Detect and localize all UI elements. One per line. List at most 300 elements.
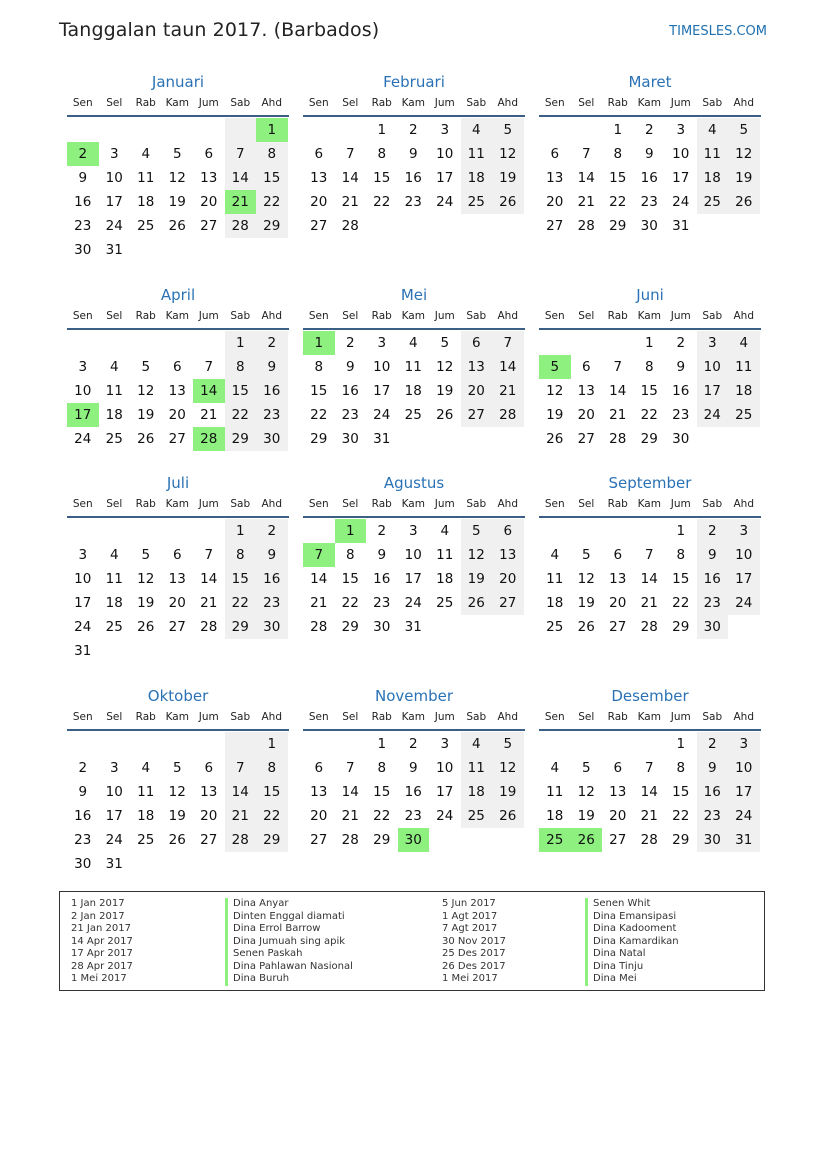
day-cell: 13 <box>168 383 186 399</box>
day-cell: 10 <box>728 543 760 567</box>
day-cell: 9 <box>408 146 418 162</box>
day-cell: 11 <box>105 383 123 399</box>
day-cell: 14 <box>341 170 359 186</box>
day-cell: 6 <box>581 359 591 375</box>
brand-link[interactable]: TIMESLES.COM <box>669 24 767 39</box>
day-cell: 18 <box>404 383 422 399</box>
empty-day-cell <box>303 118 335 142</box>
day-cell: 3 <box>728 519 760 543</box>
day-cell: 18 <box>137 194 155 210</box>
day-cell: 17 <box>74 595 92 611</box>
day-cell: 4 <box>440 523 450 539</box>
day-cell: 28 <box>640 619 658 635</box>
month-title: Agustus <box>383 474 445 492</box>
month-juli <box>67 474 289 663</box>
day-cell: 22 <box>373 194 391 210</box>
day-cell: 17 <box>404 571 422 587</box>
day-cell: 28 <box>310 619 328 635</box>
day-cell: 10 <box>672 146 690 162</box>
weekday-label: Ahd <box>497 97 518 109</box>
day-cell: 2 <box>697 732 729 756</box>
day-grid <box>539 519 761 639</box>
day-cell: 2 <box>78 760 88 776</box>
day-cell: 30 <box>256 615 288 639</box>
day-cell: 27 <box>609 832 627 848</box>
day-cell: 8 <box>613 146 623 162</box>
holiday-date: 2 Jan 2017 <box>71 910 125 922</box>
month-oktober <box>67 687 289 876</box>
day-cell: 11 <box>404 359 422 375</box>
day-cell: 19 <box>492 166 524 190</box>
day-cell: 5 <box>461 519 493 543</box>
day-cell: 7 <box>225 142 257 166</box>
empty-day-cell <box>193 732 225 756</box>
day-cell: 22 <box>672 808 690 824</box>
weekday-label: Sen <box>308 498 329 510</box>
day-cell: 5 <box>581 547 591 563</box>
weekday-label: Ahd <box>261 310 282 322</box>
weekday-label: Kam <box>637 310 661 322</box>
day-cell: 19 <box>461 567 493 591</box>
empty-day-cell <box>303 732 335 756</box>
day-cell: 5 <box>172 146 182 162</box>
holiday-date: 1 Mei 2017 <box>71 973 127 984</box>
empty-day-cell <box>225 732 257 756</box>
weekday-label: Rab <box>607 498 628 510</box>
day-cell: 7 <box>581 146 591 162</box>
weekday-label: Sen <box>72 498 93 510</box>
day-cell: 23 <box>697 804 729 828</box>
day-cell: 6 <box>461 331 493 355</box>
day-cell: 12 <box>546 383 564 399</box>
day-cell: 20 <box>168 407 186 423</box>
day-cell: 31 <box>728 828 760 852</box>
day-cell: 20 <box>310 194 328 210</box>
day-cell: 15 <box>609 170 627 186</box>
empty-day-cell <box>571 331 603 355</box>
day-cell: 22 <box>609 194 627 210</box>
day-cell: 2 <box>644 122 654 138</box>
day-cell: 24 <box>74 431 92 447</box>
day-cell: 3 <box>78 547 88 563</box>
day-cell: 11 <box>105 571 123 587</box>
day-cell: 14 <box>341 784 359 800</box>
day-cell: 4 <box>461 118 493 142</box>
weekday-label: Ahd <box>733 97 754 109</box>
day-cell: 30 <box>672 431 690 447</box>
day-cell: 28 <box>640 832 658 848</box>
weekday-label: Jum <box>198 711 219 723</box>
empty-day-cell <box>225 118 257 142</box>
day-cell: 8 <box>676 760 686 776</box>
weekday-label: Sab <box>702 310 723 322</box>
day-cell: 8 <box>377 146 387 162</box>
day-cell: 3 <box>676 122 686 138</box>
day-cell: 1 <box>377 122 387 138</box>
holiday-name: Senen Whit <box>585 898 679 911</box>
day-cell: 22 <box>341 595 359 611</box>
day-cell: 5 <box>581 760 591 776</box>
day-cell: 7 <box>345 146 355 162</box>
day-grid <box>539 732 761 852</box>
day-cell: 21 <box>341 194 359 210</box>
day-cell: 19 <box>546 407 564 423</box>
day-cell: 25 <box>137 832 155 848</box>
day-cell: 24 <box>105 218 123 234</box>
holiday-day-cell: 5 <box>539 355 571 379</box>
day-cell: 13 <box>546 170 564 186</box>
day-cell: 30 <box>697 828 729 852</box>
month-september <box>539 474 761 639</box>
weekday-label: Jum <box>670 310 691 322</box>
day-cell: 18 <box>461 166 493 190</box>
day-cell: 29 <box>225 615 257 639</box>
weekday-label: Kam <box>165 711 189 723</box>
day-cell: 4 <box>408 335 418 351</box>
day-cell: 28 <box>341 218 359 234</box>
empty-day-cell <box>539 331 571 355</box>
weekday-label: Sen <box>544 310 565 322</box>
day-cell: 3 <box>408 523 418 539</box>
month-title: November <box>374 687 454 705</box>
weekday-label: Sen <box>308 310 329 322</box>
empty-day-cell <box>602 331 634 355</box>
empty-day-cell <box>67 519 99 543</box>
day-cell: 27 <box>310 832 328 848</box>
day-cell: 20 <box>577 407 595 423</box>
day-cell: 26 <box>436 407 454 423</box>
month-title: Januari <box>151 73 205 91</box>
weekday-label: Kam <box>401 498 425 510</box>
day-cell: 3 <box>78 359 88 375</box>
holiday-day-cell: 21 <box>225 190 257 214</box>
weekday-label: Kam <box>401 310 425 322</box>
day-cell: 20 <box>200 808 218 824</box>
month-mei <box>303 286 525 451</box>
day-cell: 16 <box>404 170 422 186</box>
day-cell: 5 <box>172 760 182 776</box>
day-cell: 12 <box>577 571 595 587</box>
day-cell: 21 <box>640 595 658 611</box>
day-cell: 22 <box>373 808 391 824</box>
day-cell: 14 <box>640 571 658 587</box>
day-cell: 20 <box>200 194 218 210</box>
holiday-name: Dina Emansipasi <box>585 911 679 924</box>
empty-day-cell <box>335 732 367 756</box>
day-cell: 17 <box>373 383 391 399</box>
holiday-date: 17 Apr 2017 <box>71 948 133 959</box>
day-cell: 30 <box>640 218 658 234</box>
empty-day-cell <box>539 118 571 142</box>
weekday-header <box>67 498 289 518</box>
month-januari <box>67 73 289 262</box>
day-cell: 21 <box>577 194 595 210</box>
weekday-label: Rab <box>371 498 392 510</box>
day-grid <box>303 519 525 639</box>
weekday-label: Sel <box>342 498 359 510</box>
day-cell: 9 <box>78 170 88 186</box>
day-cell: 17 <box>105 808 123 824</box>
weekday-label: Sab <box>466 97 487 109</box>
holiday-dates-right <box>442 898 506 986</box>
weekday-header <box>303 97 525 117</box>
day-grid <box>67 331 289 451</box>
day-cell: 16 <box>373 571 391 587</box>
day-cell: 14 <box>310 571 328 587</box>
weekday-label: Rab <box>135 97 156 109</box>
day-cell: 13 <box>609 571 627 587</box>
day-cell: 1 <box>644 335 654 351</box>
day-cell: 17 <box>105 194 123 210</box>
day-cell: 15 <box>225 567 257 591</box>
holiday-date: 25 Des 2017 <box>442 948 506 959</box>
weekday-label: Sen <box>72 310 93 322</box>
day-cell: 18 <box>436 571 454 587</box>
day-cell: 14 <box>577 170 595 186</box>
day-cell: 8 <box>644 359 654 375</box>
month-title: April <box>160 286 196 304</box>
day-cell: 9 <box>377 547 387 563</box>
day-cell: 9 <box>256 543 288 567</box>
day-cell: 11 <box>461 756 493 780</box>
day-cell: 16 <box>697 780 729 804</box>
weekday-label: Sab <box>230 711 251 723</box>
day-cell: 4 <box>109 547 119 563</box>
weekday-label: Sel <box>578 711 595 723</box>
day-cell: 16 <box>640 170 658 186</box>
weekday-label: Sab <box>702 498 723 510</box>
day-grid <box>67 118 289 262</box>
day-cell: 26 <box>546 431 564 447</box>
weekday-label: Jum <box>670 97 691 109</box>
day-cell: 15 <box>640 383 658 399</box>
day-cell: 7 <box>613 359 623 375</box>
weekday-label: Jum <box>198 498 219 510</box>
weekday-label: Kam <box>165 97 189 109</box>
holiday-day-cell: 7 <box>303 543 335 567</box>
day-cell: 15 <box>310 383 328 399</box>
day-cell: 4 <box>550 760 560 776</box>
weekday-label: Kam <box>637 498 661 510</box>
weekday-header <box>67 711 289 731</box>
day-cell: 31 <box>672 218 690 234</box>
weekday-label: Sab <box>466 711 487 723</box>
day-cell: 31 <box>74 643 92 659</box>
day-cell: 4 <box>109 359 119 375</box>
weekday-header <box>303 310 525 330</box>
holiday-day-cell: 1 <box>303 331 335 355</box>
holiday-day-cell: 28 <box>193 427 225 451</box>
day-cell: 10 <box>373 359 391 375</box>
day-cell: 22 <box>256 804 288 828</box>
day-cell: 19 <box>168 808 186 824</box>
weekday-label: Sel <box>578 97 595 109</box>
day-cell: 19 <box>137 407 155 423</box>
day-cell: 3 <box>440 122 450 138</box>
day-cell: 25 <box>105 431 123 447</box>
day-cell: 24 <box>436 194 454 210</box>
day-cell: 3 <box>440 736 450 752</box>
day-cell: 25 <box>546 619 564 635</box>
holiday-date: 5 Jun 2017 <box>442 898 496 909</box>
day-cell: 18 <box>137 808 155 824</box>
day-cell: 11 <box>436 547 454 563</box>
day-cell: 27 <box>200 218 218 234</box>
day-cell: 4 <box>728 331 760 355</box>
day-cell: 3 <box>109 146 119 162</box>
day-grid <box>539 118 761 238</box>
day-cell: 19 <box>436 383 454 399</box>
day-cell: 6 <box>314 760 324 776</box>
empty-day-cell <box>571 118 603 142</box>
weekday-header <box>539 97 761 117</box>
weekday-label: Jum <box>434 711 455 723</box>
day-cell: 1 <box>676 523 686 539</box>
day-cell: 10 <box>105 170 123 186</box>
empty-day-cell <box>602 519 634 543</box>
day-cell: 23 <box>74 832 92 848</box>
day-cell: 6 <box>172 547 182 563</box>
day-cell: 25 <box>436 595 454 611</box>
holiday-date: 14 Apr 2017 <box>71 935 133 947</box>
day-cell: 6 <box>613 760 623 776</box>
day-cell: 22 <box>640 407 658 423</box>
holiday-day-cell: 26 <box>571 828 603 852</box>
weekday-label: Ahd <box>733 711 754 723</box>
day-cell: 26 <box>492 804 524 828</box>
day-cell: 24 <box>436 808 454 824</box>
weekday-header <box>303 498 525 518</box>
day-cell: 25 <box>461 190 493 214</box>
day-cell: 1 <box>676 736 686 752</box>
day-cell: 10 <box>74 571 92 587</box>
day-grid <box>303 118 525 238</box>
holiday-date: 7 Agt 2017 <box>442 923 498 934</box>
day-cell: 27 <box>168 619 186 635</box>
day-cell: 1 <box>256 732 288 756</box>
day-grid <box>67 519 289 663</box>
day-cell: 2 <box>408 736 418 752</box>
empty-day-cell <box>130 331 162 355</box>
day-cell: 26 <box>577 619 595 635</box>
day-cell: 19 <box>492 780 524 804</box>
day-cell: 12 <box>577 784 595 800</box>
holiday-date: 28 Apr 2017 <box>71 960 133 972</box>
day-cell: 26 <box>461 591 493 615</box>
weekday-label: Sab <box>702 711 723 723</box>
day-cell: 30 <box>341 431 359 447</box>
day-cell: 26 <box>137 619 155 635</box>
month-title: Mei <box>400 286 428 304</box>
holiday-names-left <box>225 898 353 986</box>
empty-day-cell <box>303 519 335 543</box>
day-cell: 19 <box>137 595 155 611</box>
month-agustus <box>303 474 525 639</box>
empty-day-cell <box>162 732 194 756</box>
day-cell: 31 <box>373 431 391 447</box>
holiday-day-cell: 1 <box>256 118 288 142</box>
day-cell: 29 <box>609 218 627 234</box>
empty-day-cell <box>67 331 99 355</box>
day-cell: 22 <box>225 403 257 427</box>
holiday-day-cell: 2 <box>67 142 99 166</box>
day-cell: 9 <box>697 756 729 780</box>
empty-day-cell <box>571 519 603 543</box>
weekday-label: Sel <box>342 97 359 109</box>
day-cell: 17 <box>436 170 454 186</box>
weekday-label: Sel <box>578 498 595 510</box>
weekday-header <box>67 97 289 117</box>
empty-day-cell <box>130 118 162 142</box>
day-grid <box>303 331 525 451</box>
day-cell: 26 <box>728 190 760 214</box>
day-cell: 11 <box>461 142 493 166</box>
day-cell: 16 <box>672 383 690 399</box>
day-cell: 20 <box>609 595 627 611</box>
weekday-label: Sab <box>230 97 251 109</box>
day-cell: 14 <box>200 571 218 587</box>
day-cell: 13 <box>609 784 627 800</box>
day-cell: 13 <box>310 170 328 186</box>
day-cell: 15 <box>256 166 288 190</box>
day-cell: 5 <box>492 118 524 142</box>
day-cell: 30 <box>74 856 92 872</box>
day-cell: 24 <box>404 595 422 611</box>
day-cell: 26 <box>168 218 186 234</box>
weekday-label: Rab <box>135 310 156 322</box>
day-cell: 29 <box>672 832 690 848</box>
day-cell: 10 <box>728 756 760 780</box>
day-cell: 15 <box>373 170 391 186</box>
day-cell: 28 <box>225 828 257 852</box>
weekday-header <box>303 711 525 731</box>
holiday-date: 21 Jan 2017 <box>71 923 131 934</box>
day-cell: 27 <box>200 832 218 848</box>
weekday-label: Kam <box>165 310 189 322</box>
holiday-date: 26 Des 2017 <box>442 960 506 972</box>
day-cell: 27 <box>492 591 524 615</box>
weekday-label: Sen <box>308 711 329 723</box>
day-cell: 22 <box>256 190 288 214</box>
day-cell: 27 <box>609 619 627 635</box>
day-cell: 26 <box>168 832 186 848</box>
day-cell: 17 <box>728 780 760 804</box>
day-cell: 4 <box>141 146 151 162</box>
day-cell: 14 <box>225 780 257 804</box>
day-cell: 13 <box>310 784 328 800</box>
day-cell: 3 <box>697 331 729 355</box>
day-cell: 24 <box>697 403 729 427</box>
day-cell: 3 <box>109 760 119 776</box>
day-cell: 23 <box>74 218 92 234</box>
day-cell: 31 <box>404 619 422 635</box>
day-cell: 22 <box>225 591 257 615</box>
weekday-header <box>539 711 761 731</box>
day-cell: 9 <box>676 359 686 375</box>
weekday-label: Jum <box>434 97 455 109</box>
day-cell: 17 <box>436 784 454 800</box>
month-november <box>303 687 525 852</box>
day-cell: 17 <box>672 170 690 186</box>
weekday-label: Ahd <box>733 310 754 322</box>
day-grid <box>303 732 525 852</box>
day-cell: 27 <box>546 218 564 234</box>
empty-day-cell <box>162 519 194 543</box>
day-cell: 24 <box>74 619 92 635</box>
month-februari <box>303 73 525 238</box>
weekday-label: Sel <box>342 310 359 322</box>
day-cell: 19 <box>577 595 595 611</box>
